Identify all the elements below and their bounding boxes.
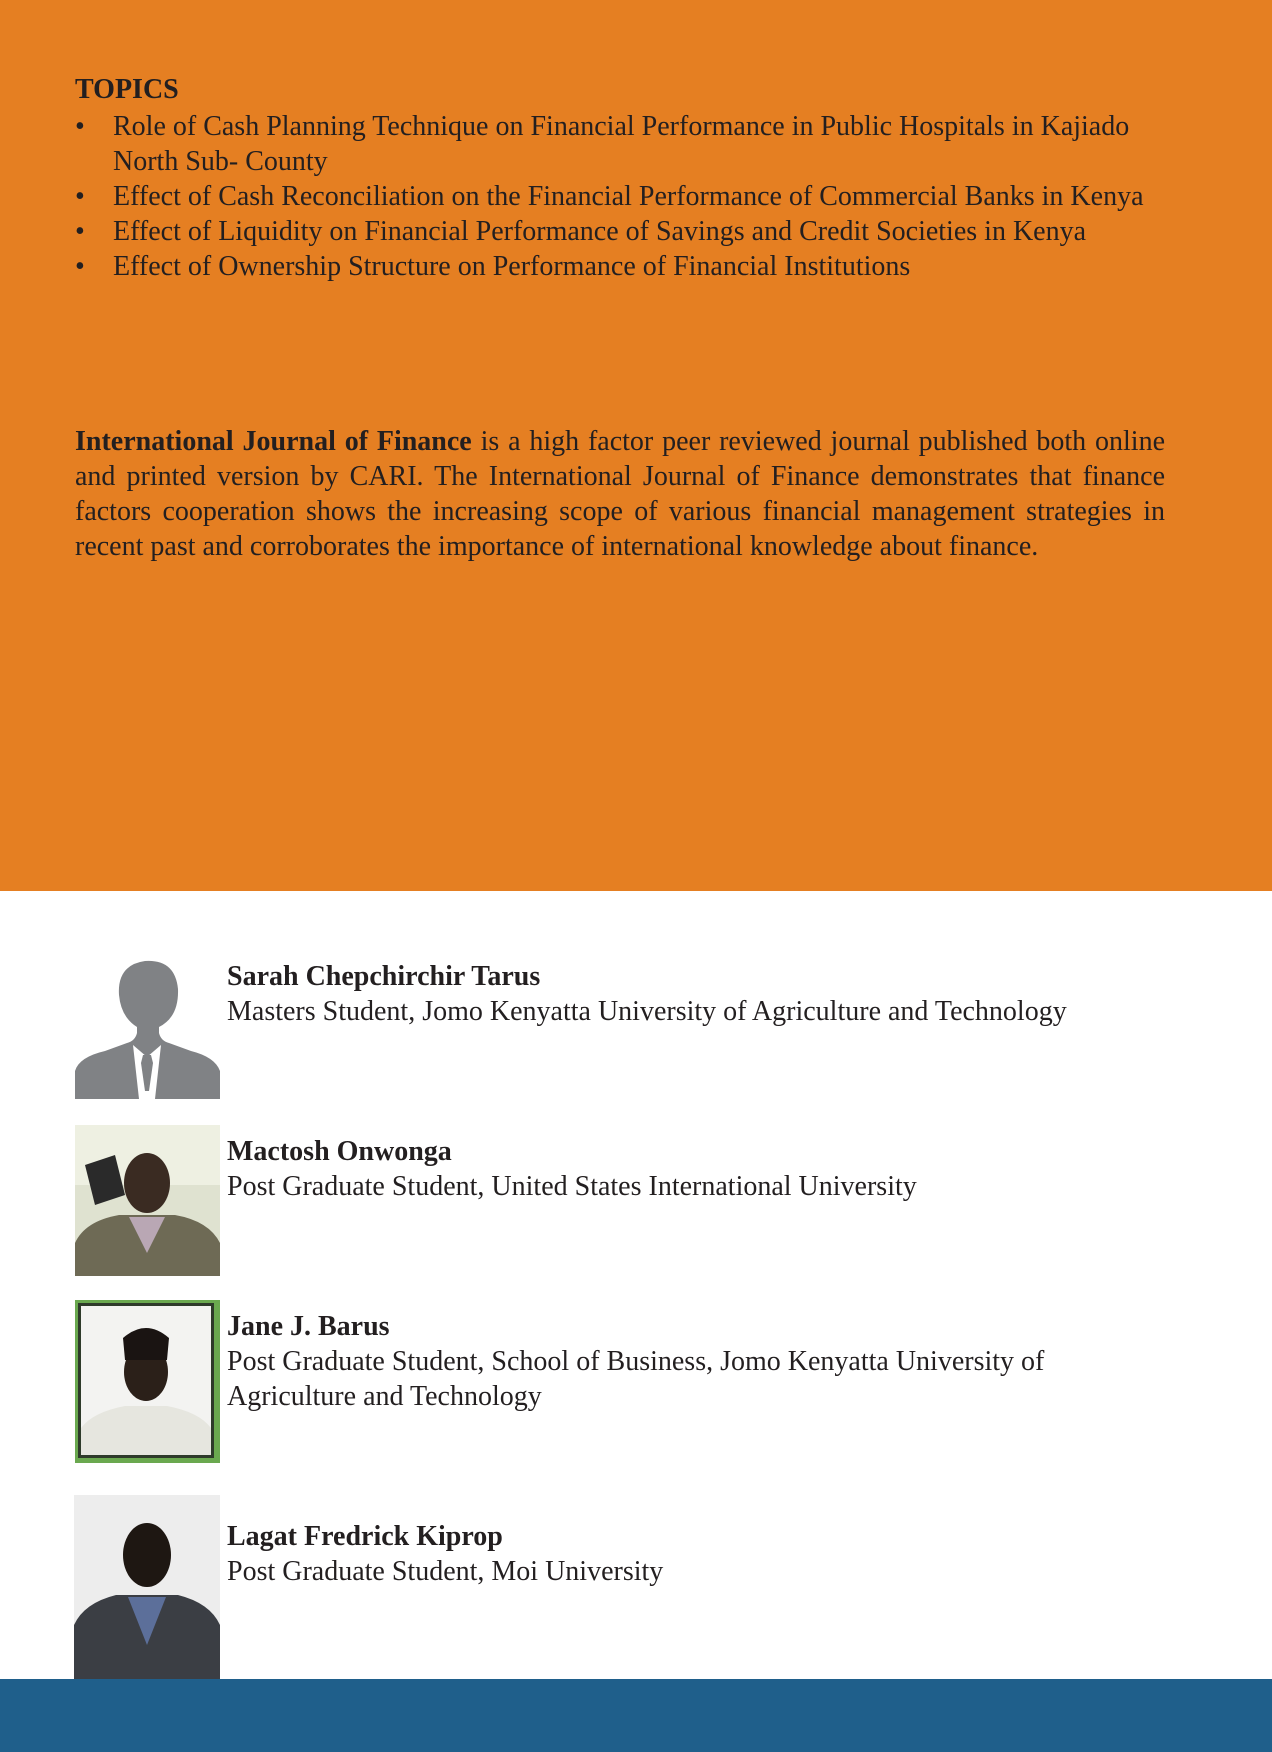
author-affiliation-text: Post Graduate Student, School of Business, Jomo Kenyatta University of Agriculture and Technology xyxy=(227,1346,1045,1412)
author-name: Mactosh Onwonga xyxy=(227,1136,452,1167)
author-affiliation: Masters Student, Jomo Kenyatta University of Agriculture and Technology xyxy=(227,996,1067,1027)
author-entry xyxy=(75,1309,1175,1469)
author-entry xyxy=(75,959,1175,1119)
author-name: Sarah Chepchirchir Tarus xyxy=(227,961,541,992)
journal-description-text: is a high factor peer reviewed journal published both online and printed version by CARI. The International Journal of Finance demonstrates that finance factors cooperation shows the increasing scope of various financial management strategies in recent past and corroborates the importance of international knowledge about finance. xyxy=(75,426,1166,562)
topic-item: • Effect of Cash Reconciliation on the Financial Performance of Commercial Banks in Kenya xyxy=(75,179,1165,214)
author-affiliation: Post Graduate Student, United States International University xyxy=(227,1171,917,1202)
author-name: Lagat Fredrick Kiprop xyxy=(227,1521,503,1552)
placeholder-silhouette-icon xyxy=(75,959,220,1099)
author-entry xyxy=(75,1134,1175,1294)
journal-name: International Journal of Finance xyxy=(75,426,472,457)
topic-item: • Effect of Liquidity on Financial Performance of Savings and Credit Societies in Kenya xyxy=(75,214,1165,249)
topics-list xyxy=(75,109,1165,284)
author-entry xyxy=(75,1519,1175,1679)
topic-item: • Role of Cash Planning Technique on Financial Performance in Public Hospitals in Kajiado North Sub- County xyxy=(75,109,1165,179)
author-photo xyxy=(75,1300,220,1463)
author-affiliation: Post Graduate Student, Moi University xyxy=(227,1556,664,1587)
journal-description xyxy=(75,424,1165,564)
author-photo xyxy=(74,1495,220,1680)
author-affiliation xyxy=(227,1344,1147,1414)
author-photo xyxy=(75,1125,220,1276)
topics-heading: TOPICS xyxy=(75,74,179,105)
blue-footer-band xyxy=(0,1679,1272,1752)
author-name: Jane J. Barus xyxy=(227,1311,390,1342)
topic-item: • Effect of Ownership Structure on Performance of Financial Institutions xyxy=(75,249,1165,284)
